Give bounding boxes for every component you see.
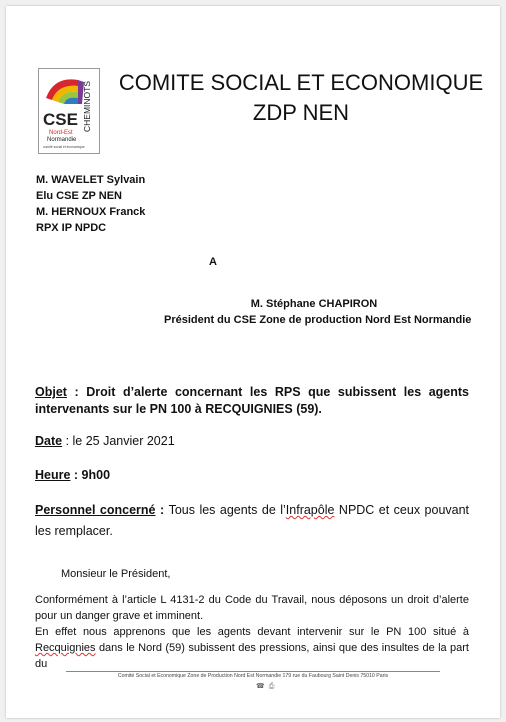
document-page bbox=[6, 6, 500, 718]
personnel-separator: : bbox=[155, 503, 169, 517]
organization-title bbox=[101, 68, 500, 128]
personnel-text-before: Tous les agents de l’ bbox=[168, 503, 286, 517]
footer-icons bbox=[256, 682, 278, 691]
phone-icon: ☎ bbox=[256, 683, 269, 690]
body-p2-highlight: Recquignies bbox=[35, 642, 96, 654]
subject-separator: : bbox=[66, 385, 87, 399]
sender-line: M. WAVELET Sylvain bbox=[36, 174, 146, 186]
personnel-text-after: NPDC et ceux pouvant les remplacer. bbox=[35, 503, 470, 538]
date-label: Date bbox=[35, 434, 63, 448]
fax-icon: ⎙ bbox=[268, 683, 279, 690]
salutation: Monsieur le Président, bbox=[61, 568, 171, 580]
personnel-highlight: Infrapôle bbox=[285, 503, 335, 517]
time-label: Heure bbox=[35, 468, 71, 482]
subject-paragraph bbox=[35, 384, 469, 418]
personnel-paragraph bbox=[35, 500, 469, 542]
sender-line: M. HERNOUX Franck bbox=[36, 206, 146, 218]
recipient-block bbox=[164, 296, 472, 328]
footer-address: Comité Social et Economique Zone de Production Nord Est Normandie 179 rue du Faubourg Saint Denis 75010 Paris bbox=[117, 673, 389, 679]
personnel-label: Personnel concerné bbox=[35, 503, 156, 517]
sender-line: RPX IP NPDC bbox=[36, 222, 107, 234]
time-line bbox=[35, 468, 110, 482]
logo-vertical-text: CHEMINOTS bbox=[82, 81, 92, 132]
time-value: : 9h00 bbox=[70, 468, 111, 482]
letter-body bbox=[35, 592, 469, 672]
senders-block bbox=[36, 172, 145, 236]
body-paragraph-2 bbox=[35, 624, 469, 672]
body-p2-after: dans le Nord (59) subissent des pressions, ainsi que des insultes de la part du bbox=[35, 642, 469, 670]
cse-logo bbox=[38, 68, 100, 154]
sender-line: Elu CSE ZP NEN bbox=[36, 190, 122, 202]
body-paragraph-1: Conformément à l’article L 4131-2 du Code du Travail, nous déposons un droit d’alerte pour un danger grave et imminent. bbox=[35, 594, 469, 622]
logo-sub2: Normandie bbox=[47, 137, 77, 143]
date-value: : le 25 Janvier 2021 bbox=[62, 434, 175, 448]
recipient-role: Président du CSE Zone de production Nord Est Normandie bbox=[164, 314, 472, 326]
subject-label: Objet bbox=[35, 385, 67, 399]
subject-text: Droit d’alerte concernant les RPS que subissent les agents intervenants sur le PN 100 à RECQUIGNIES (59). bbox=[35, 385, 470, 416]
to-letter: A bbox=[209, 256, 217, 268]
logo-sub1: Nord-Est bbox=[49, 130, 73, 136]
logo-cse-text: CSE bbox=[43, 110, 78, 129]
logo-caption: comité social et économique bbox=[43, 145, 85, 149]
body-p2-before: En effet nous apprenons que les agents devant intervenir sur le PN 100 situé à bbox=[35, 626, 469, 638]
title-line-2: ZDP NEN bbox=[252, 100, 350, 125]
title-line-1: COMITE SOCIAL ET ECONOMIQUE bbox=[118, 70, 484, 95]
date-line bbox=[35, 434, 175, 448]
recipient-name: M. Stéphane CHAPIRON bbox=[250, 298, 378, 310]
